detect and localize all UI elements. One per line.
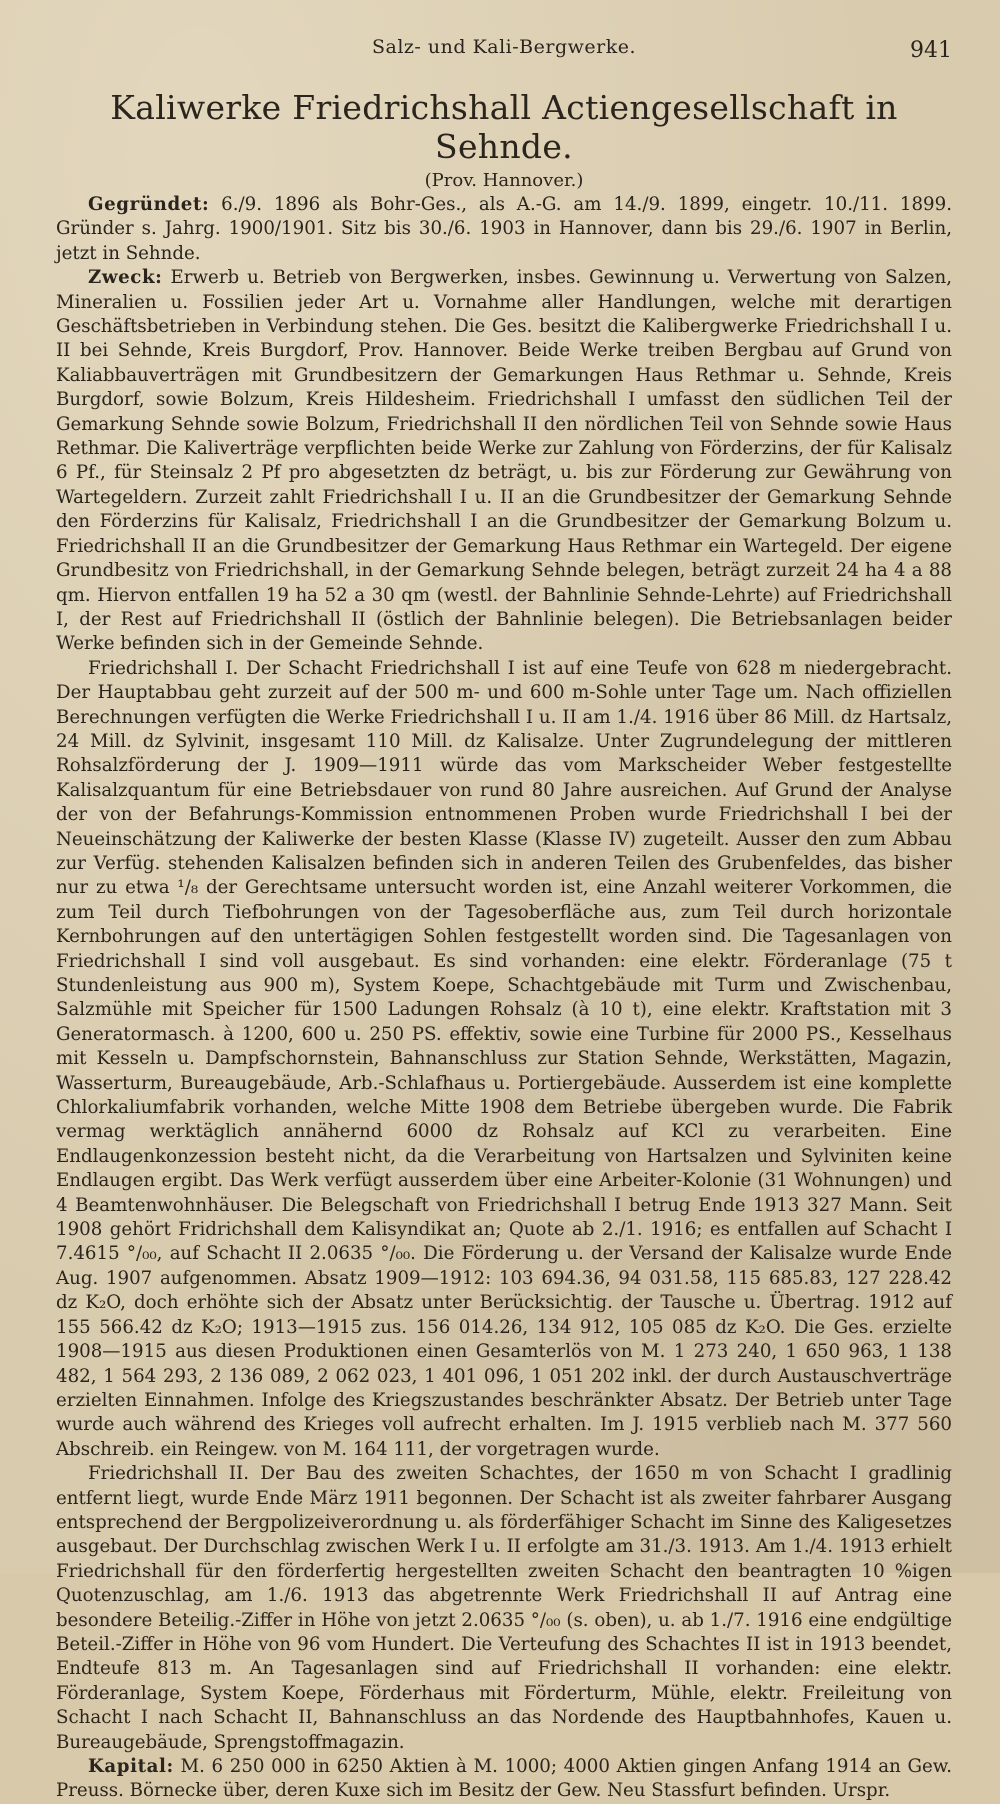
paragraph-zweck (56, 266, 952, 657)
article-title: Kaliwerke Friedrichshall Actiengesellschaft in Sehnde. (110, 88, 898, 166)
running-head: Salz- und Kali-Bergwerke. (372, 36, 636, 58)
label-gegruendet: Gegründet: (88, 194, 210, 215)
label-zweck: Zweck: (88, 267, 163, 289)
page-header (56, 30, 952, 62)
paragraph-kapital (56, 1755, 952, 1804)
text-gegruendet: 6./9. 1896 als Bohr-Ges., als A.-G. am 14./9. 1899, eingetr. 10./11. 1899. Gründer s. Jahrg. 1900/1901. Sitz bis 30./6. 1903 in Hannover, dann bis 29./6. 1907 in Berlin, jetzt in Sehnde. (56, 194, 952, 264)
article-subtitle: (Prov. Hannover.) (424, 170, 584, 191)
paragraph-friedrichshall-2: Friedrichshall II. Der Bau des zweiten Schachtes, der 1650 m von Schacht I gradlinig entfernt liegt, wurde Ende März 1911 begonnen. Der Schacht ist als zweiter fahrbarer Ausgang entsprechend der Bergpolizeiverordnung u. als förderfähiger Schacht im Sinne des Kaligesetzes ausgebaut. Der Durchschlag zwischen Werk I u. II erfolgte am 31./3. 1913. Am 1./4. 1913 erhielt Friedrichshall für den förderfertig hergestellten zweiten Schacht den beantragten 10 %igen Quotenzuschlag, am 1./6. 1913 das abgetrennte Werk Friedrichshall II auf Antrag eine besondere Beteilig.-Ziffer in Höhe von jetzt 2.0635 °/₀₀ (s. oben), u. ab 1./7. 1916 eine endgültige Beteil.-Ziffer in Höhe von 96 vom Hundert. Die Verteufung des Schachtes II ist in 1913 beendet, Endteufe 813 m. An Tagesanlagen sind auf Friedrichshall II vorhanden: eine elektr. Förderanlage, System Koepe, Förderhaus mit Förderturm, Mühle, elektr. Freileitung von Schacht I nach Schacht II, Bahnanschluss an das Nordende des Hauptbahnhofes, Kauen u. Bureaugebäude, Sprengstoffmagazin. (56, 1463, 952, 1753)
paragraph-friedrichshall-1: Friedrichshall I. Der Schacht Friedrichshall I ist auf eine Teufe von 628 m niedergebracht. Der Hauptabbau geht zurzeit auf der 500 m- und 600 m-Sohle unter Tage um. Nach offiziellen Berechnungen verfügten die Werke Friedrichshall I u. II am 1./4. 1916 über 86 Mill. dz Hartsalz, 24 Mill. dz Sylvinit, insgesamt 110 Mill. dz Kalisalze. Unter Zugrundelegung der mittleren Rohsalzförderung der J. 1909—1911 würde das vom Markscheider Weber festgestellte Kalisalzquantum für eine Betriebsdauer von rund 80 Jahre ausreichen. Auf Grund der Analyse der von der Befahrungs-Kommission entnommenen Proben wurde Friedrichshall I bei der Neueinschätzung der Kaliwerke der besten Klasse (Klasse IV) zugeteilt. Ausser den zum Abbau zur Verfüg. stehenden Kalisalzen befinden sich in anderen Teilen des Grubenfeldes, das bisher nur zu etwa ¹/₈ der Gerechtsame untersucht worden ist, eine Anzahl weiterer Vorkommen, die zum Teil durch Tiefbohrungen von der Tagesoberfläche aus, zum Teil durch horizontale Kernbohrungen auf den untertägigen Sohlen festgestellt worden sind. Die Tagesanlagen von Friedrichshall I sind voll ausgebaut. Es sind vorhanden: eine elektr. Förderanlage (75 t Stundenleistung aus 900 m), System Koepe, Schachtgebäude mit Turm und Zwischenbau, Salzmühle mit Speicher für 1500 Ladungen Rohsalz (à 10 t), eine elektr. Kraftstation mit 3 Generatormasch. à 1200, 600 u. 250 PS. effektiv, sowie eine Turbine für 2000 PS., Kesselhaus mit Kesseln u. Dampfschornstein, Bahnanschluss zur Station Sehnde, Werkstätten, Magazin, Wasserturm, Bureaugebäude, Arb.-Schlafhaus u. Portiergebäude. Ausserdem ist eine komplette Chlorkaliumfabrik vorhanden, welche Mitte 1908 dem Betriebe übergeben wurde. Die Fabrik vermag werktäglich annähernd 6000 dz Rohsalz auf KCl zu verarbeiten. Eine Endlaugenkonzession besteht nicht, da die Verarbeitung von Hartsalzen und Sylviniten keine Endlaugen ergibt. Das Werk verfügt ausserdem über eine Arbeiter-Kolonie (31 Wohnungen) und 4 Beamtenwohnhäuser. Die Belegschaft von Friedrichshall I betrug Ende 1913 327 Mann. Seit 1908 gehört Fridrichshall dem Kalisyndikat an; Quote ab 2./1. 1916; es entfallen auf Schacht I 7.4615 °/₀₀, auf Schacht II 2.0635 °/₀₀. Die Förderung u. der Versand der Kalisalze wurde Ende Aug. 1907 aufgenommen. Absatz 1909—1912: 103 694.36, 94 031.58, 115 685.83, 127 228.42 dz K₂O, doch erhöhte sich der Absatz unter Berücksichtig. der Tausche u. Übertrag. 1912 auf 155 566.42 dz K₂O; 1913—1915 zus. 156 014.26, 134 912, 105 085 dz K₂O. Die Ges. erzielte 1908—1915 aus diesen Produktionen einen Gesamterlös von M. 1 273 240, 1 650 963, 1 138 482, 1 564 293, 2 136 089, 2 062 023, 1 401 096, 1 051 202 inkl. der durch Austauschverträge erzielten Einnahmen. Infolge des Kriegszustandes beschränkter Absatz. Der Betrieb unter Tage wurde auch während des Krieges voll aufrecht erhalten. Im J. 1915 verblieb nach M. 377 560 Abschreib. ein Reingew. von M. 164 111, der vorgetragen wurde. (56, 657, 952, 1460)
text-zweck: Erwerb u. Betrieb von Bergwerken, insbes. Gewinnung u. Verwertung von Salzen, Mineralien u. Fossilien jeder Art u. Vornahme aller Handlungen, welche mit derartigen Geschäftsbetrieben in Verbindung stehen. Die Ges. besitzt die Kalibergwerke Friedrichshall I u. II bei Sehnde, Kreis Burgdorf, Prov. Hannover. Beide Werke treiben Bergbau auf Grund von Kaliabbauverträgen mit Grundbesitzern der Gemarkungen Haus Rethmar u. Sehnde, Kreis Burgdorf, sowie Bolzum, Kreis Hildesheim. Friedrichshall I umfasst den südlichen Teil der Gemarkung Sehnde sowie Bolzum, Friedrichshall II den nördlichen Teil von Sehnde sowie Haus Rethmar. Die Kaliverträge verpflichten beide Werke zur Zahlung von Förderzins, der für Kalisalz 6 Pf., für Steinsalz 2 Pf pro abgesetzten dz beträgt, u. bis zur Förderung zur Gewährung von Wartegeldern. Zurzeit zahlt Friedrichshall I u. II an die Grundbesitzer der Gemarkung Sehnde den Förderzins für Kalisalz, Friedrichshall I an die Grundbesitzer der Gemarkung Bolzum u. Friedrichshall II an die Grundbesitzer der Gemarkung Haus Rethmar ein Wartegeld. Der eigene Grundbesitz von Friedrichshall, in der Gemarkung Sehnde belegen, beträgt zurzeit 24 ha 4 a 88 qm. Hiervon entfallen 19 ha 52 a 30 qm (westl. der Bahnlinie Sehnde-Lehrte) auf Friedrichshall I, der Rest auf Friedrichshall II (östlich der Bahnlinie belegen). Die Betriebsanlagen beider Werke befinden sich in der Gemeinde Sehnde. (56, 267, 952, 655)
article-body (56, 193, 952, 1804)
paragraph-gegruendet (56, 193, 952, 266)
text-kapital: M. 6 250 000 in 6250 Aktien à M. 1000; 4000 Aktien gingen Anfang 1914 an Gew. Preuss. Börnecke über, deren Kuxe sich im Besitz der Gew. Neu Stassfurt befinden. Urspr. (56, 1756, 952, 1802)
label-kapital: Kapital: (88, 1756, 174, 1777)
page-number: 941 (910, 38, 952, 63)
